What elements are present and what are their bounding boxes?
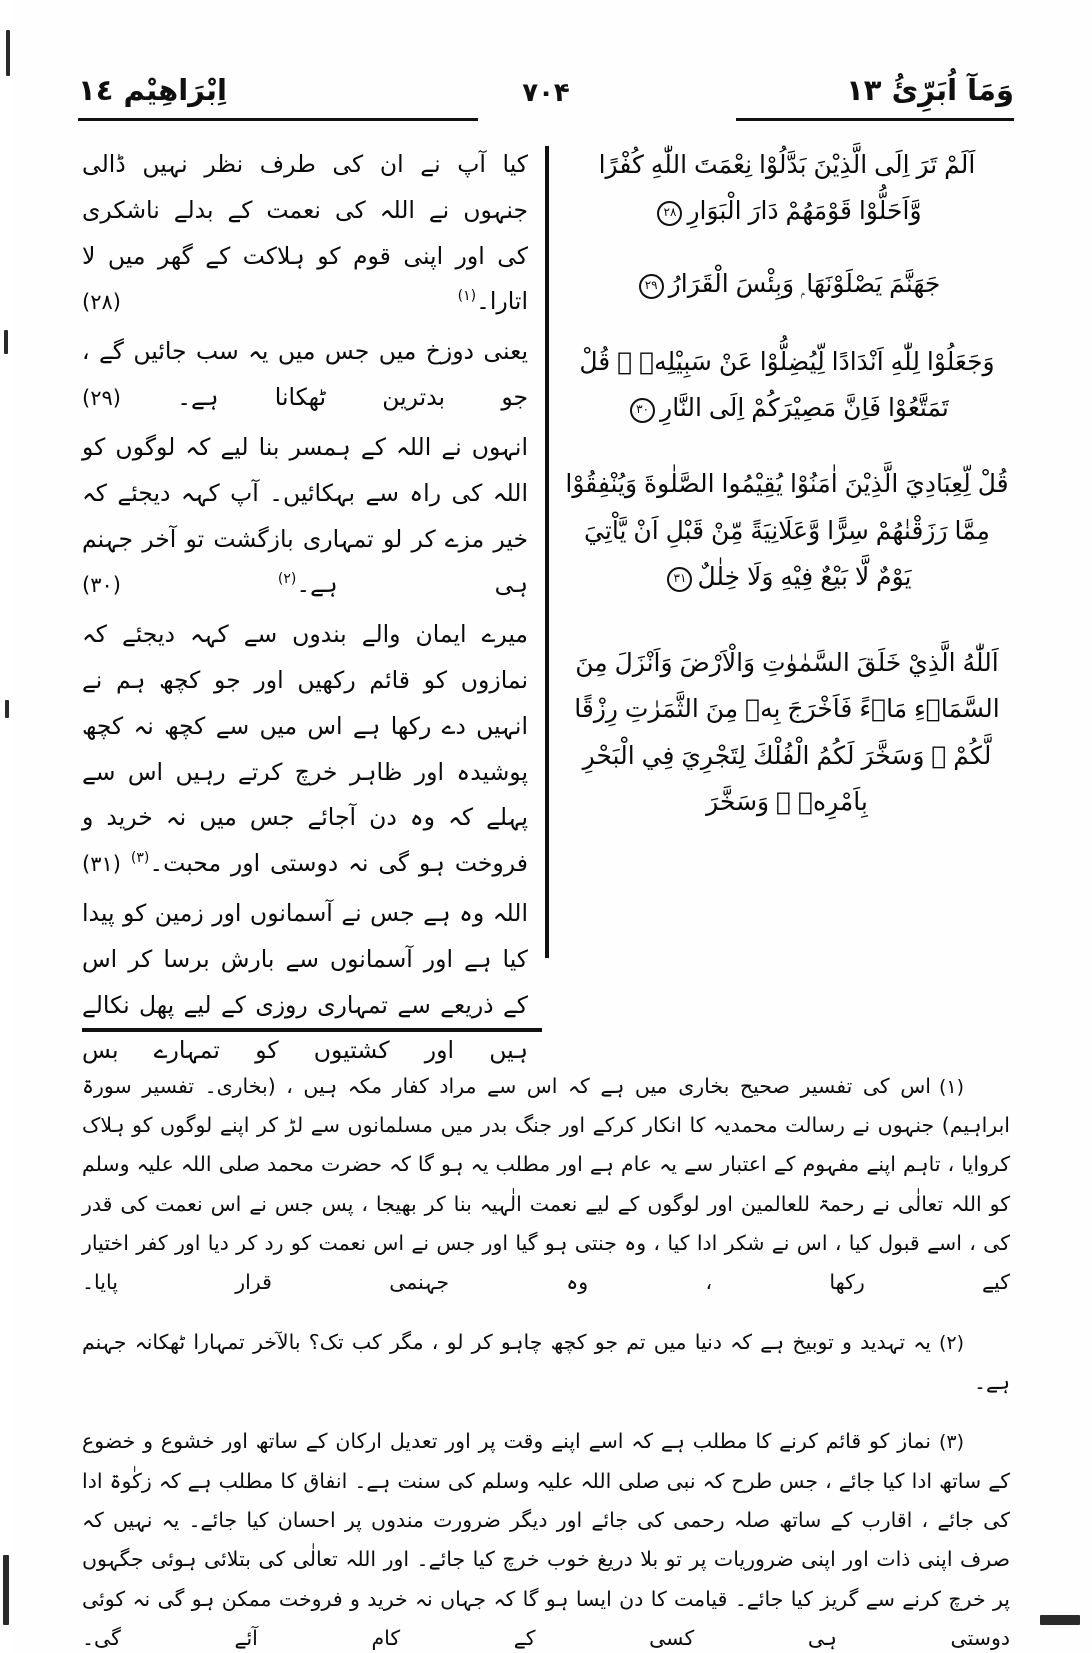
footnote-marker: (۱) [457, 288, 477, 305]
verse-number: (۲۸) [82, 290, 121, 315]
urdu-text: میرے ایمان والے بندوں سے کہہ دیجئے کہ نمازوں کو قائم رکھیں اور جو کچھ ہم نے انہیں دے رکھا ہے اس میں سے کچھ نہ کچھ پوشیدہ اور ظاہر خرچ کرتے رہیں اس سے پہلے کہ وہ دن آجائے جس میں نہ خرید و فروخت ہو گی نہ دوستی اور محبت۔ [82, 620, 528, 878]
ayah-block [564, 461, 1010, 600]
urdu-text: اللہ وہ ہے جس نے آسمانوں اور زمین کو پیدا کیا ہے اور آسمانوں سے بارش برسا کر اس کے ذریعے سے تمہاری روزی کے لیے پھل نکالے ہیں اور کشتیوں کو تمہارے بس [82, 899, 528, 1065]
surah-header: اِبْرَاهِيْم ١٤ [78, 73, 227, 107]
header-rule-right [736, 118, 1014, 121]
footnote-item [82, 1422, 1010, 1653]
ayah-text: اَللّٰهُ الَّذِيْ خَلَقَ السَّمٰوٰتِ وَالْاَرْضَ وَاَنْزَلَ مِنَ السَّمَاۗءِ مَاۗءً فَاَخْرَجَ بِهٖ مِنَ الثَّمَرٰتِ رِزْقًا لَّكُمْ ۚ وَسَخَّرَ لَكُمُ الْفُلْكَ لِتَجْرِيَ فِي الْبَحْرِ بِاَمْرِهٖ ۚ وَسَخَّرَ [574, 648, 1000, 816]
footnote-number: (۳) [938, 1431, 964, 1454]
urdu-text: یعنی دوزخ میں جس میں یہ سب جائیں گے ، جو بدترین ٹھکانا ہے۔ [82, 337, 528, 412]
urdu-paragraph [82, 142, 528, 325]
scan-artifact-mark [5, 700, 9, 718]
ayah-number: ۳۰ [630, 398, 655, 423]
column-divider [545, 146, 549, 958]
urdu-text: انہوں نے اللہ کے ہمسر بنا لیے کہ لوگوں کو اللہ کی راہ سے بہکائیں۔ آپ کہہ دیجئے کہ خیر مزے کر لو تمہاری بازگشت تو آخر جہنم ہی ہے۔ [82, 432, 528, 599]
ayah-number: ۳۱ [667, 567, 692, 592]
footnote-marker: (۳) [130, 850, 150, 867]
verse-number: (۳۱) [82, 852, 121, 877]
ayah-number: ۲۹ [639, 274, 664, 299]
ayah-text: وَجَعَلُوْا لِلّٰهِ اَنْدَادًا لِّيُضِلُّوْا عَنْ سَبِيْلِهٖ ۭ قُلْ تَمَتَّعُوْا فَاِنَّ مَصِيْرَكُمْ اِلَى النَّارِ [579, 346, 995, 422]
footnote-item [82, 1067, 1010, 1303]
scan-artifact-mark [6, 30, 10, 76]
footnote-text: اس کی تفسیر صحیح بخاری میں ہے کہ اس سے مراد کفار مکہ ہیں ، (بخاری۔ تفسیر سورۃ ابراہیم) جنہوں نے رسالت محمدیہ کا انکار کرکے اور جنگ بدر میں مسلمانوں سے لڑ کر اپنے لوگوں کو ہلاک کروایا ، تاہم اپنے مفہوم کے اعتبار سے یہ عام ہے اور مطلب یہ ہو گا کہ حضرت محمد صلی اللہ علیہ وسلم کو اللہ تعالٰی نے رحمۃ للعالمین اور لوگوں کے لیے نعمت الٰہیہ بنا کر بھیجا ، پس جس نے اس نعمت کی قدر کی ، اسے قبول کیا ، اس نے شکر ادا کیا ، وہ جنتی ہو گیا اور جس نے اس نعمت کو رد کر دیا اور کفر اختیار کیے رکھا ، وہ جہنمی قرار پایا۔ [82, 1073, 1010, 1295]
urdu-paragraph [82, 329, 528, 421]
scan-artifact-mark [3, 1555, 9, 1625]
urdu-text: کیا آپ نے ان کی طرف نظر نہیں ڈالی جنہوں نے اللہ کی نعمت کے بدلے ناشکری کی اور اپنی قوم کو ہلاکت کے گھر میں لا اتارا۔ [82, 150, 528, 316]
ayah-block [564, 339, 1010, 432]
verse-number: (۳۰) [82, 573, 121, 598]
ayah-block [564, 640, 1010, 825]
scan-edge [0, 0, 14, 1653]
urdu-column [82, 142, 528, 1065]
footnote-item [82, 1323, 1010, 1402]
footnote-text: نماز کو قائم کرنے کا مطلب ہے کہ اسے اپنے وقت پر اور تعدیل ارکان کے ساتھ اور خشوع و خضوع کے ساتھ ادا کیا جائے ، جس طرح کہ نبی صلی اللہ علیہ وسلم کی سنت ہے۔ انفاق کا مطلب ہے کہ زکٰوۃ ادا کی جائے ، اقارب کے ساتھ صلہ رحمی کی جائے اور دیگر ضرورت مندوں پر احسان کیا جائے۔ یہ نہیں کہ صرف اپنی ذات اور اپنی ضروریات پر تو بلا دریغ خوب خرچ کیا جائے۔ اور اللہ تعالٰی کی بتلائی ہوئی جگہوں پر خرچ کرنے سے گریز کیا جائے۔ قیامت کا دن ایسا ہو گا کہ جہاں نہ خرید و فروخت ممکن ہو گی نہ کوئی دوستی ہی کسی کے کام آئے گی۔ [82, 1429, 1010, 1651]
footnote-separator [82, 1028, 542, 1032]
ayah-block [564, 142, 1010, 235]
footnote-number: (۲) [938, 1332, 964, 1355]
urdu-paragraph [82, 425, 528, 608]
ayah-block [564, 261, 1010, 307]
para-header: وَمَآ اُبَرِّئُ ١٣ [846, 73, 1014, 107]
footnote-text: یہ تہدید و توبیخ ہے کہ دنیا میں تم جو کچھ چاہو کر لو ، مگر کب تک؟ بالآخر تمہارا ٹھکانہ جہنم ہے۔ [82, 1330, 1010, 1394]
urdu-paragraph [82, 612, 528, 887]
scan-artifact-mark [4, 330, 8, 354]
ayah-text: قُلْ لِّعِبَادِيَ الَّذِيْنَ اٰمَنُوْا يُقِيْمُوا الصَّلٰوةَ وَيُنْفِقُوْا مِمَّا رَزَقْنٰهُمْ سِرًّا وَّعَلَانِيَةً مِّنْ قَبْلِ اَنْ يَّاْتِيَ يَوْمٌ لَّا بَيْعٌ فِيْهِ وَلَا خِلٰلٌ [565, 469, 1009, 591]
body-area [82, 142, 1010, 1065]
arabic-column [564, 142, 1010, 962]
ayah-text: جَهَنَّمَ يَصْلَوْنَهَا ۭ وَبِئْسَ الْقَرَارُ [668, 268, 941, 298]
ayah-number: ۲۸ [657, 201, 682, 226]
scan-artifact-mark [1040, 1615, 1080, 1625]
ayah-text: اَلَمْ تَرَ اِلَى الَّذِيْنَ بَدَّلُوْا نِعْمَتَ اللّٰهِ كُفْرًا وَّاَحَلُّوْا قَوْمَهُمْ دَارَ الْبَوَارِ [598, 150, 976, 226]
page-number: ۷۰۴ [522, 78, 570, 108]
verse-number: (۲۹) [82, 386, 121, 411]
page-header [78, 64, 1014, 118]
footnote-marker: (۲) [277, 571, 297, 588]
header-rule-left [78, 118, 478, 121]
footnotes-area [82, 1046, 1010, 1653]
footnote-number: (۱) [938, 1075, 964, 1098]
